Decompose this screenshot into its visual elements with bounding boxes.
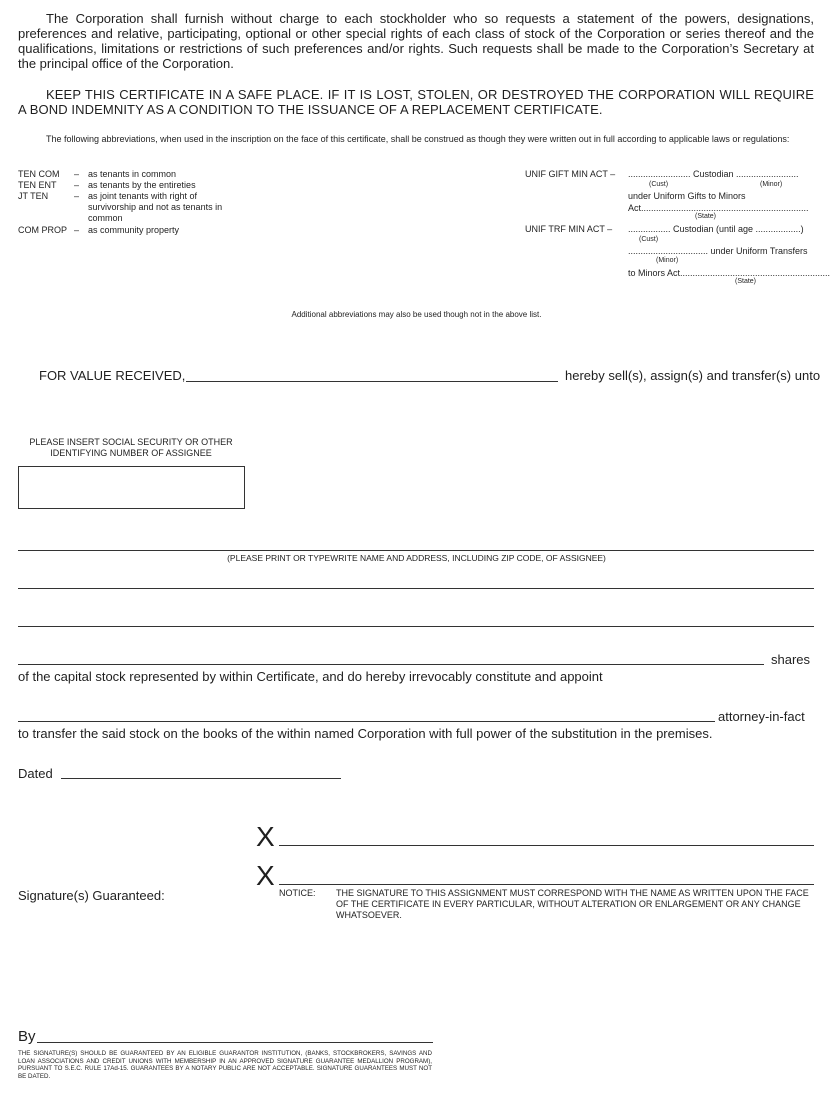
notice-label: NOTICE: — [279, 888, 316, 898]
statement-paragraph: The Corporation shall furnish without charge to each stockholder who so requests a statement of the powers, designations, preferences and relative, participating, optional or other special rights of each class of stock of the Corporation or series thereof and the qualifications, limitations or restrictions of such preferences and/or rights. Such requests shall be made to the Corporation’s Secretary at the principal office of the Corporation. — [18, 11, 814, 71]
dated-line[interactable] — [61, 778, 341, 779]
abbreviation-dash: – — [74, 191, 80, 201]
abbreviation-com-prop — [18, 225, 258, 245]
abbreviation-desc: as community property — [88, 225, 180, 235]
abbreviation-desc: as tenants in common — [88, 169, 177, 179]
transfer-stock-text: to transfer the said stock on the books of the within named Corporation with full power of the substitution in the premises. — [18, 726, 713, 741]
unif-trf-label: UNIF TRF MIN ACT – — [525, 224, 613, 234]
assignee-line-3[interactable] — [18, 626, 814, 627]
unif-gift-state: (State) — [695, 213, 717, 220]
dated-label: Dated — [18, 766, 53, 781]
hereby-transfer-label: hereby sell(s), assign(s) and transfer(s) unto — [565, 368, 821, 383]
unif-gift-line2: under Uniform Gifts to Minors — [628, 191, 746, 201]
notice-text: THE SIGNATURE TO THIS ASSIGNMENT MUST CORRESPOND WITH THE NAME AS WRITTEN UPON THE FACE OF THE CERTIFICATE IN EVERY PARTICULAR, WITHOUT ALTERATION OR ENLARGEMENT OR ANY CHANGE WHATSOEVER. — [336, 888, 809, 920]
abbreviation-code: COM PROP — [18, 225, 68, 235]
assignee-caption: (PLEASE PRINT OR TYPEWRITE NAME AND ADDRESS, INCLUDING ZIP CODE, OF ASSIGNEE) — [227, 553, 606, 563]
unif-gift-line3: Act................................................................... — [628, 203, 809, 213]
unif-trf-cust: (Cust) — [639, 236, 659, 243]
keep-safe-paragraph: KEEP THIS CERTIFICATE IN A SAFE PLACE. IF IT IS LOST, STOLEN, OR DESTROYED THE CORPORATION WILL REQUIRE A BOND INDEMNITY AS A CONDITION TO THE ISSUANCE OF A REPLACEMENT CERTIFICATE. — [18, 87, 814, 117]
assignor-name-line[interactable] — [186, 381, 558, 382]
abbreviation-dash: – — [74, 180, 80, 190]
unif-gift-minor: (Minor) — [760, 181, 783, 188]
unif-trf-minor: (Minor) — [656, 257, 679, 264]
signature-guaranteed-label: Signature(s) Guaranteed: — [18, 888, 165, 903]
guarantee-fine-print: THE SIGNATURE(S) SHOULD BE GUARANTEED BY AN ELIGIBLE GUARANTOR INSTITUTION, (BANKS, STOCKBROKERS, SAVINGS AND LOAN ASSOCIATIONS AND CREDIT UNIONS WITH MEMBERSHIP IN AN APPROVED SIGNATURE GUARANTEE MEDALLION PROGRAM), PURSUANT TO S.E.C. RULE 17Ad-15. GUARANTEES BY A NOTARY PUBLIC ARE NOT ACCEPTABLE. SIGNATURE GUARANTEES MUST NOT BE DATED. — [18, 1050, 432, 1080]
shares-label: shares — [771, 652, 811, 667]
abbreviation-dash: – — [74, 225, 80, 235]
abbreviation-dash: – — [74, 169, 80, 179]
abbreviation-desc: as joint tenants with right of survivorship and not as tenants in common — [88, 191, 223, 223]
abbreviation-code: TEN COM — [18, 169, 60, 179]
unif-trf-line1: ................. Custodian (until age ..................) — [628, 224, 804, 234]
attorney-in-fact-label: attorney-in-fact — [718, 709, 805, 724]
abbreviation-code: JT TEN — [18, 191, 49, 201]
ssn-label: PLEASE INSERT SOCIAL SECURITY OR OTHER IDENTIFYING NUMBER OF ASSIGNEE — [29, 437, 233, 458]
abbreviation-code: TEN ENT — [18, 180, 57, 190]
shares-line[interactable] — [18, 664, 764, 665]
for-value-received-label: FOR VALUE RECEIVED, — [39, 368, 186, 383]
abbreviation-jt-ten — [18, 191, 258, 227]
signature-x-mark-2: X — [256, 860, 275, 891]
assignee-line-1[interactable] — [18, 550, 814, 551]
guarantor-signature-line[interactable] — [37, 1042, 433, 1043]
assignee-line-2[interactable] — [18, 588, 814, 589]
unif-trf-line2: ................................ under Uniform Transfers — [628, 246, 808, 256]
unif-gift-cust: (Cust) — [649, 181, 669, 188]
signature-x-mark-1: X — [256, 821, 275, 852]
additional-abbreviations-note: Additional abbreviations may also be used though not in the above list. — [291, 310, 542, 319]
attorney-line[interactable] — [18, 721, 715, 722]
unif-trf-line3: to Minors Act............................................................ — [628, 268, 831, 278]
unif-trf-state: (State) — [735, 278, 757, 285]
ssn-input-box[interactable] — [18, 466, 245, 509]
signature-line-2[interactable] — [279, 884, 814, 885]
by-label: By — [18, 1028, 36, 1045]
capital-stock-text: of the capital stock represented by within Certificate, and do hereby irrevocably constitute and appoint — [18, 669, 603, 684]
unif-gift-line1: ......................... Custodian ......................... — [628, 169, 799, 179]
abbreviations-intro: The following abbreviations, when used in the inscription on the face of this certificate, shall be construed as though they were written out in full according to applicable laws or regulations: — [46, 134, 790, 144]
abbreviation-desc: as tenants by the entireties — [88, 180, 196, 190]
signature-line-1[interactable] — [279, 845, 814, 846]
unif-gift-label: UNIF GIFT MIN ACT – — [525, 169, 616, 179]
